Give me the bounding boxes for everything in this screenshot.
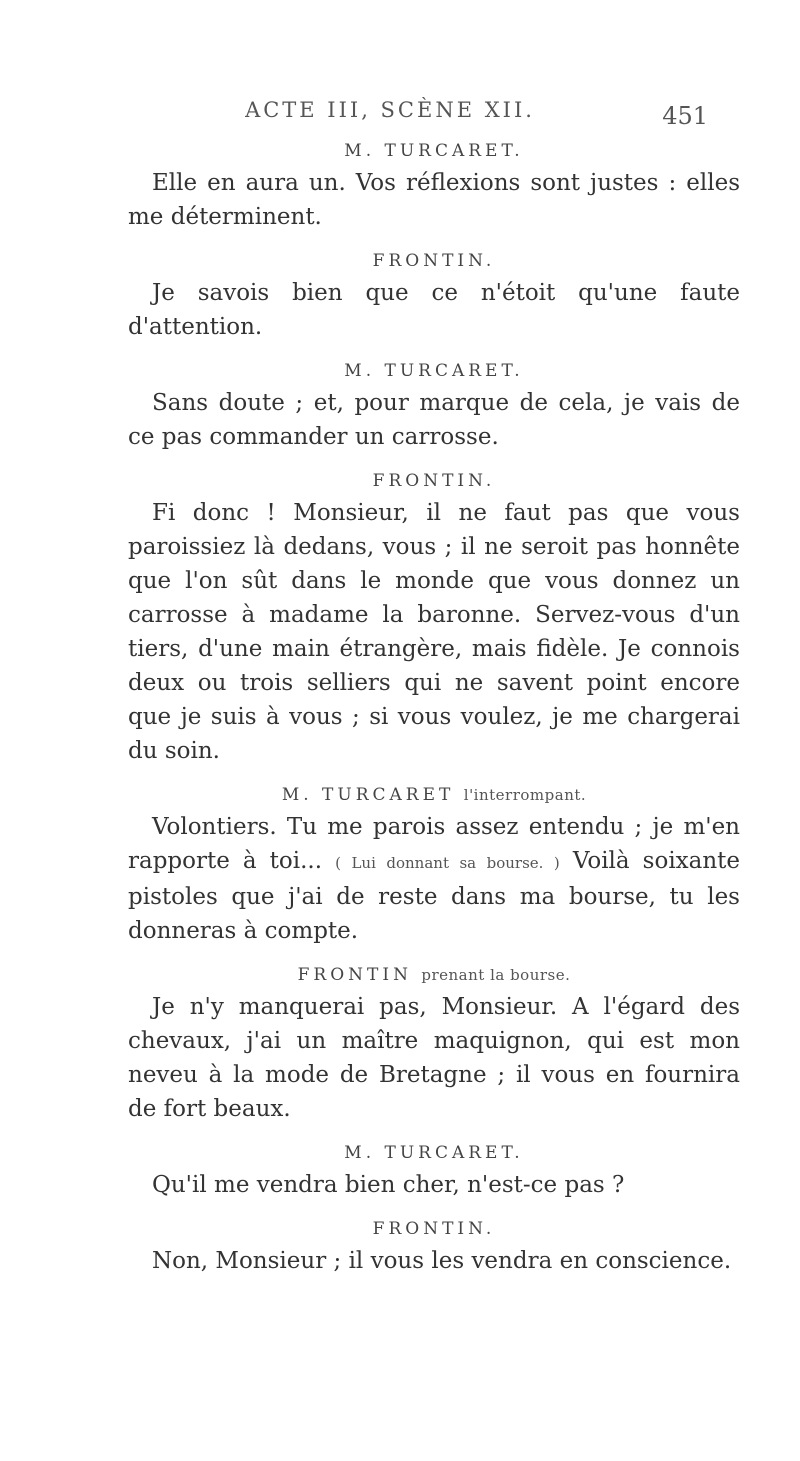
speech-paragraph: Sans doute ; et, pour marque de cela, je vais de ce pas commander un carrosse. [128, 390, 740, 450]
speech-paragraph: Je savois bien que ce n'étoit qu'une faute d'attention. [128, 280, 740, 340]
running-head [0, 98, 800, 138]
speech-text: Voilà soixante pistoles que j'ai de reste dans ma bourse, tu les donneras à compte. [128, 848, 741, 944]
speaker-name: FRONTIN. [372, 471, 496, 491]
speaker-name: FRONTIN. [372, 1219, 496, 1239]
speech-paragraph [128, 810, 740, 948]
speaker-name: M. TURCARET [281, 785, 455, 805]
stage-direction: l'interrompant. [463, 786, 587, 804]
speaker-heading [128, 1214, 740, 1244]
speaker-heading [128, 1138, 740, 1168]
speaker-name: M. TURCARET. [344, 141, 524, 161]
speech-text: Volontiers. Tu me parois assez entendu ; je m'en rapporte à toi... [128, 814, 740, 874]
speaker-heading [128, 356, 740, 386]
speech-paragraph: Non, Monsieur ; il vous les vendra en conscience. [152, 1248, 732, 1274]
speaker-heading [128, 136, 740, 166]
speech-paragraph: Elle en aura un. Vos réflexions sont justes : elles me déterminent. [128, 170, 740, 230]
speaker-name: M. TURCARET. [344, 1143, 524, 1163]
speaker-name: FRONTIN. [372, 251, 496, 271]
play-text [128, 136, 740, 1290]
running-title: ACTE III, SCÈNE XII. [245, 98, 535, 122]
page-number: 451 [662, 102, 708, 130]
speech-paragraph: Qu'il me vendra bien cher, n'est-ce pas ? [152, 1172, 625, 1198]
inline-stage-direction: ( Lui donnant sa bourse. ) [335, 854, 560, 872]
speaker-name: FRONTIN [297, 965, 412, 985]
speaker-heading [128, 246, 740, 276]
speech-paragraph: Je n'y manquerai pas, Monsieur. A l'égard des chevaux, j'ai un maître maquignon, qui est mon neveu à la mode de Bretagne ; il vous en fournira de fort beaux. [128, 994, 740, 1122]
stage-direction: prenant la bourse. [421, 966, 571, 984]
speaker-name: M. TURCARET. [344, 361, 524, 381]
speaker-heading [128, 466, 740, 496]
speaker-heading [128, 780, 740, 810]
speech-paragraph: Fi donc ! Monsieur, il ne faut pas que vous paroissiez là dedans, vous ; il ne seroit pas honnête que l'on sût dans le monde que vous donnez un carrosse à madame la baronne. Servez-vous d'un tiers, d'une main étrangère, mais fidèle. Je connois deux ou trois selliers qui ne savent point encore que je suis à vous ; si vous voulez, je me chargerai du soin. [128, 500, 740, 764]
speaker-heading [128, 960, 740, 990]
